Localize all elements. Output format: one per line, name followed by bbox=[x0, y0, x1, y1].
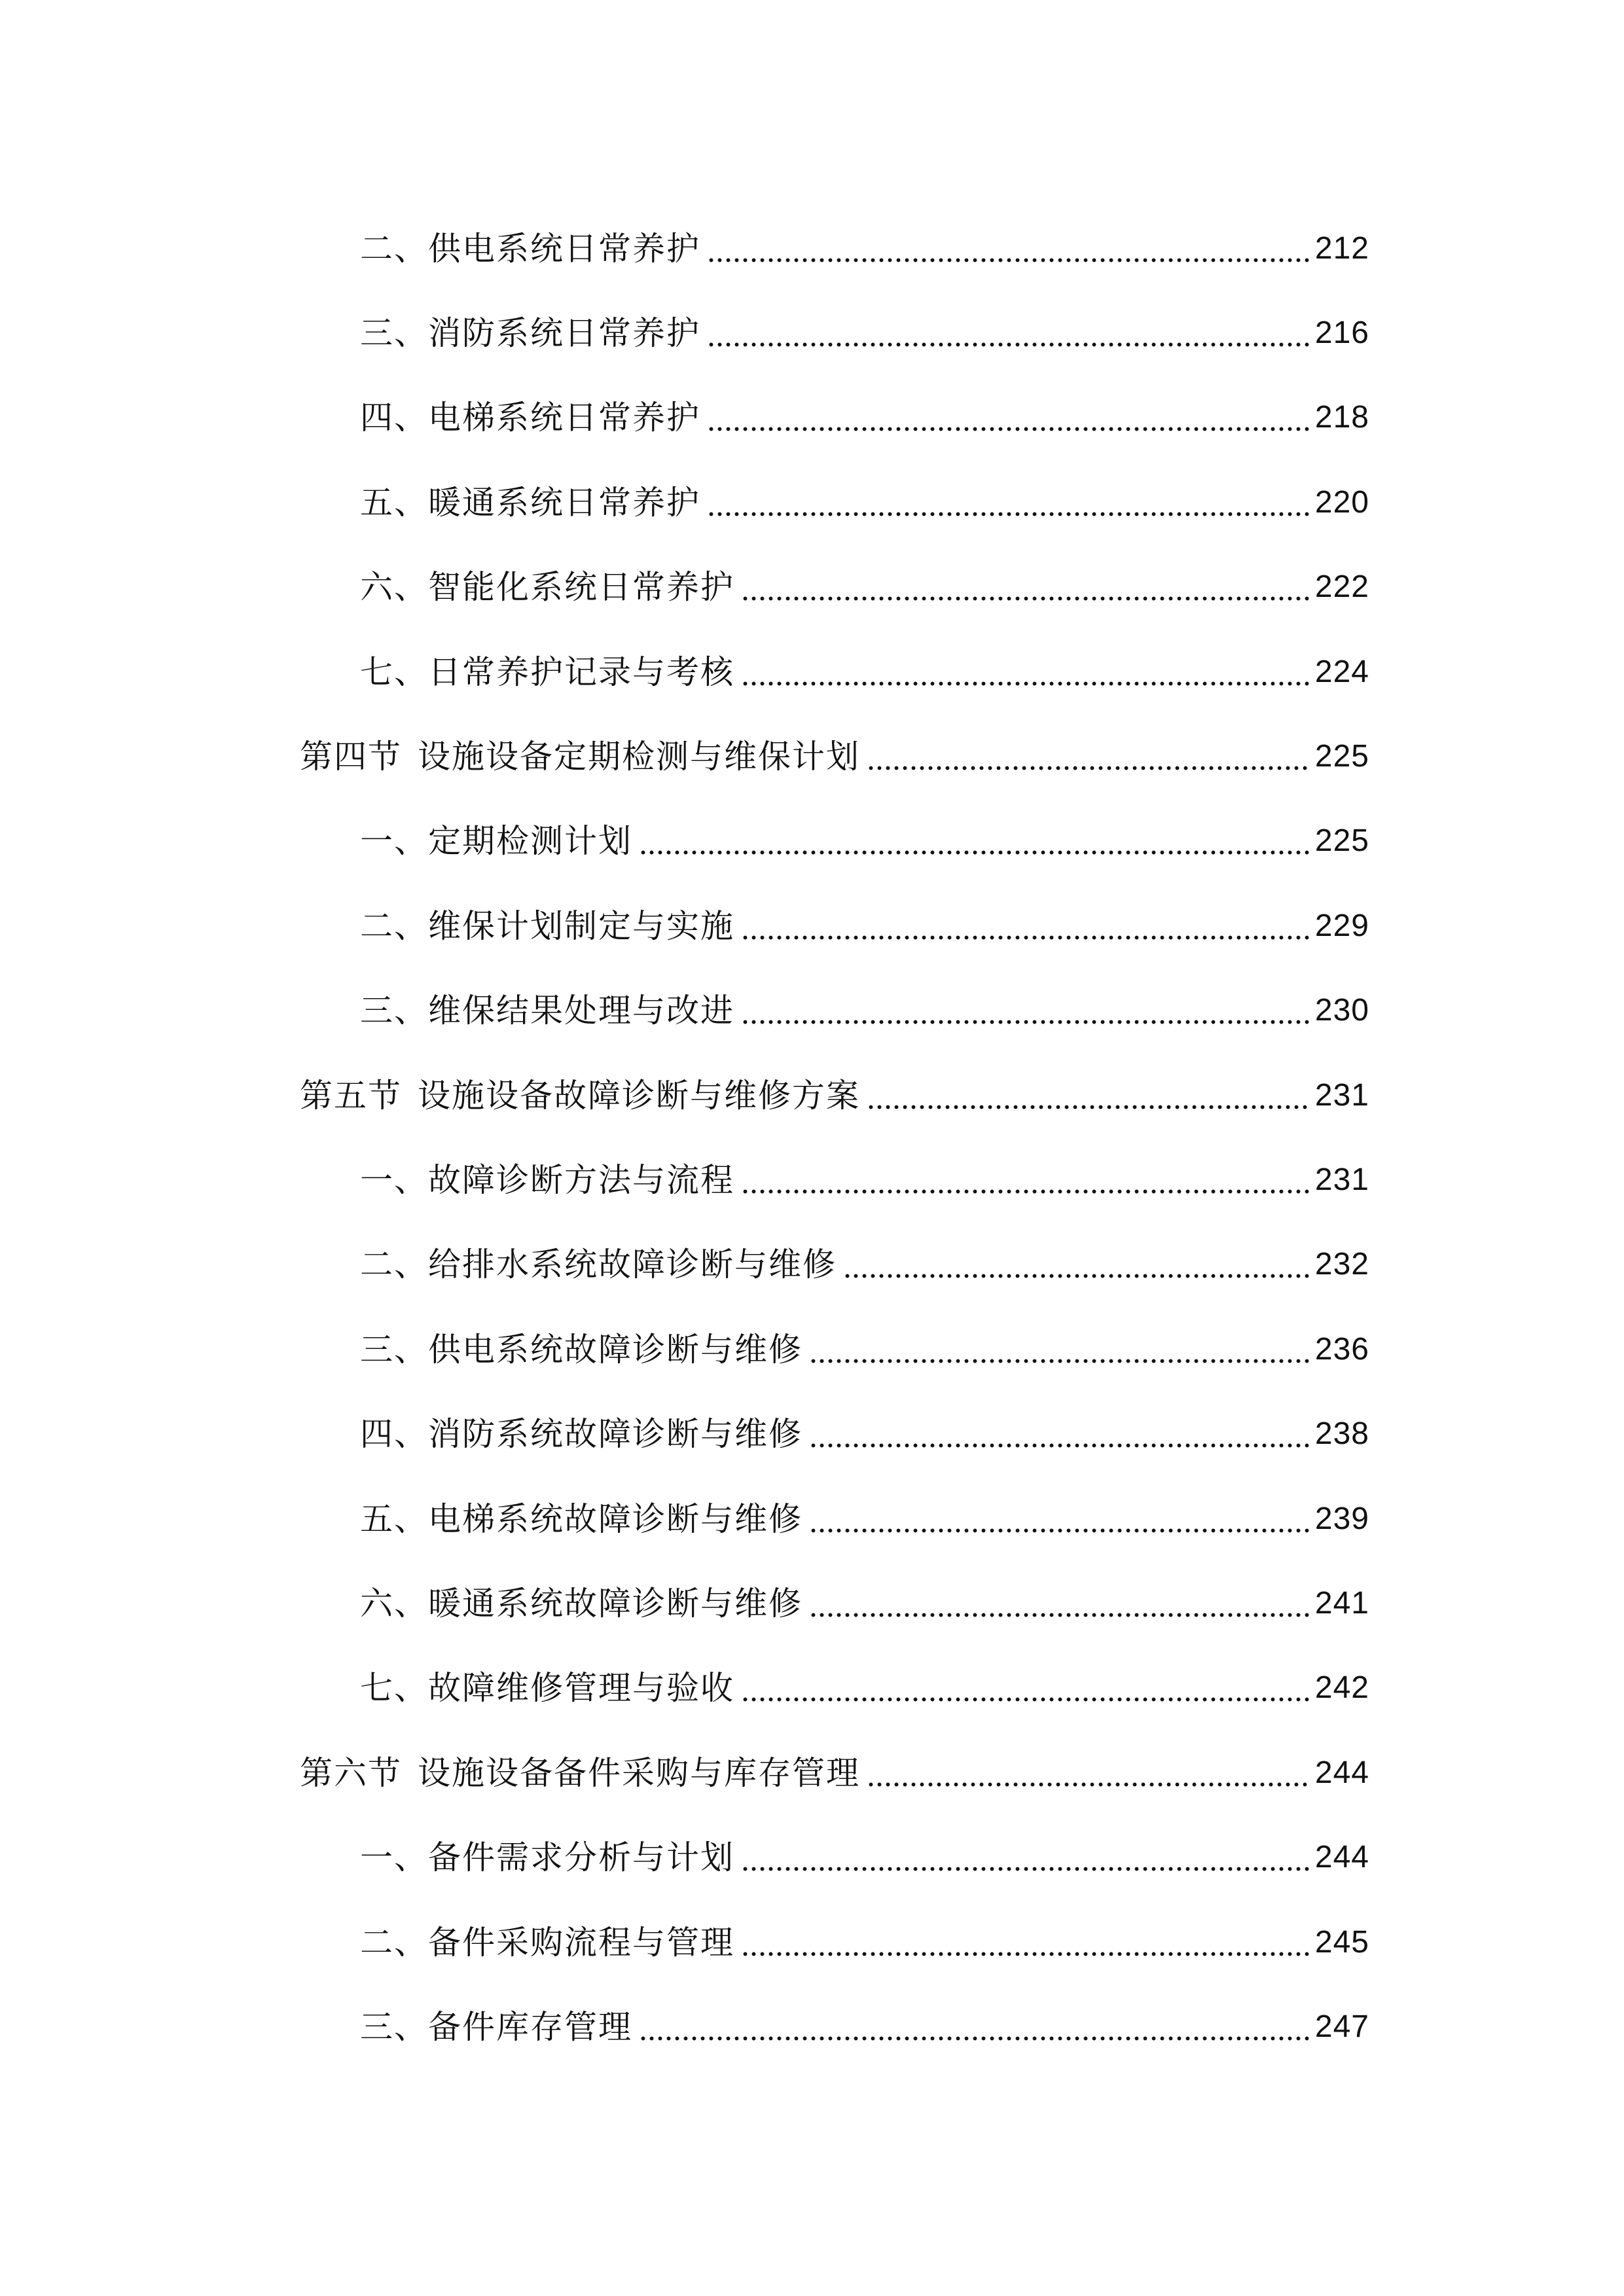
toc-entry-prefix: 六、 bbox=[360, 568, 428, 607]
dot-leader bbox=[741, 1164, 1310, 1196]
toc-entry-text: 暖通系统日常养护 bbox=[428, 483, 700, 522]
toc-entry-prefix: 一、 bbox=[360, 1839, 428, 1877]
toc-entry[interactable] bbox=[300, 1900, 1369, 1984]
dot-leader bbox=[639, 2011, 1310, 2043]
dot-leader bbox=[867, 1757, 1310, 1789]
toc-entry-page: 247 bbox=[1314, 2009, 1369, 2044]
table-of-contents bbox=[300, 206, 1369, 2070]
toc-entry-title bbox=[360, 822, 632, 861]
toc-entry-title bbox=[360, 1160, 734, 1199]
toc-entry-title bbox=[360, 1669, 734, 1708]
toc-entry-prefix: 三、 bbox=[360, 2007, 428, 2046]
toc-entry-prefix: 七、 bbox=[360, 653, 428, 691]
toc-entry-page: 216 bbox=[1314, 315, 1369, 351]
toc-entry[interactable] bbox=[300, 1223, 1369, 1307]
toc-entry[interactable] bbox=[300, 376, 1369, 460]
dot-leader bbox=[741, 1926, 1310, 1959]
toc-entry-prefix: 六、 bbox=[360, 1584, 428, 1623]
toc-entry[interactable] bbox=[300, 1138, 1369, 1222]
toc-entry-text: 设施设备故障诊断与维修方案 bbox=[418, 1076, 860, 1115]
dot-leader bbox=[809, 1333, 1310, 1366]
toc-entry-text: 定期检测计划 bbox=[428, 822, 632, 861]
dot-leader bbox=[707, 317, 1310, 350]
toc-entry-page: 224 bbox=[1314, 654, 1369, 689]
toc-entry-title bbox=[360, 992, 734, 1030]
dot-leader bbox=[741, 910, 1310, 942]
toc-entry-title bbox=[300, 1076, 860, 1115]
toc-entry-page: 239 bbox=[1314, 1501, 1369, 1536]
dot-leader bbox=[707, 232, 1310, 265]
toc-entry-prefix: 三、 bbox=[360, 992, 428, 1030]
toc-entry-title bbox=[360, 1415, 803, 1454]
toc-entry-page: 212 bbox=[1314, 230, 1369, 266]
toc-entry-page: 238 bbox=[1314, 1416, 1369, 1452]
toc-entry[interactable] bbox=[300, 1984, 1369, 2069]
toc-entry-page: 232 bbox=[1314, 1247, 1369, 1282]
toc-entry[interactable] bbox=[300, 630, 1369, 714]
toc-entry-prefix: 一、 bbox=[360, 1160, 428, 1199]
toc-entry-title bbox=[300, 738, 860, 776]
toc-entry-text: 智能化系统日常养护 bbox=[428, 568, 734, 607]
toc-entry-prefix: 一、 bbox=[360, 822, 428, 861]
toc-entry-text: 故障维修管理与验收 bbox=[428, 1669, 734, 1708]
toc-entry-title bbox=[360, 1923, 734, 1962]
toc-entry-title bbox=[360, 906, 734, 945]
toc-entry-title bbox=[360, 1584, 803, 1623]
toc-entry-prefix: 三、 bbox=[360, 314, 428, 353]
toc-entry-title bbox=[300, 1753, 860, 1792]
toc-entry-prefix: 第六节 bbox=[300, 1753, 402, 1792]
toc-entry[interactable] bbox=[300, 799, 1369, 884]
dot-leader bbox=[809, 1418, 1310, 1450]
toc-entry-title bbox=[360, 399, 700, 437]
toc-entry-prefix: 四、 bbox=[360, 399, 428, 437]
toc-entry-text: 设施设备定期检测与维保计划 bbox=[418, 738, 860, 776]
toc-entry-text: 备件库存管理 bbox=[428, 2007, 632, 2046]
toc-entry[interactable] bbox=[300, 1815, 1369, 1899]
toc-entry-title bbox=[360, 1839, 734, 1877]
dot-leader bbox=[707, 401, 1310, 434]
toc-entry-prefix: 第五节 bbox=[300, 1076, 402, 1115]
dot-leader bbox=[843, 1248, 1310, 1281]
toc-entry-title bbox=[360, 2007, 632, 2046]
toc-entry-text: 供电系统日常养护 bbox=[428, 229, 700, 268]
toc-entry-text: 故障诊断方法与流程 bbox=[428, 1160, 734, 1199]
toc-entry[interactable] bbox=[300, 291, 1369, 375]
dot-leader bbox=[741, 571, 1310, 603]
dot-leader bbox=[867, 740, 1310, 773]
toc-entry-page: 231 bbox=[1314, 1077, 1369, 1113]
dot-leader bbox=[741, 994, 1310, 1027]
toc-entry-text: 给排水系统故障诊断与维修 bbox=[428, 1246, 837, 1284]
toc-entry-page: 231 bbox=[1314, 1162, 1369, 1197]
toc-entry[interactable] bbox=[300, 1561, 1369, 1645]
toc-entry-text: 维保结果处理与改进 bbox=[428, 992, 734, 1030]
toc-entry-text: 消防系统故障诊断与维修 bbox=[428, 1415, 803, 1454]
toc-entry-title bbox=[360, 653, 734, 691]
toc-entry-title bbox=[360, 1330, 803, 1369]
toc-entry-title bbox=[360, 314, 700, 353]
toc-entry-page: 245 bbox=[1314, 1924, 1369, 1960]
toc-entry-page: 225 bbox=[1314, 739, 1369, 774]
toc-entry-prefix: 三、 bbox=[360, 1330, 428, 1369]
toc-entry-prefix: 二、 bbox=[360, 1246, 428, 1284]
toc-entry-prefix: 二、 bbox=[360, 906, 428, 945]
toc-entry[interactable] bbox=[300, 206, 1369, 291]
toc-entry-page: 242 bbox=[1314, 1670, 1369, 1706]
toc-entry[interactable] bbox=[300, 969, 1369, 1053]
dot-leader bbox=[707, 486, 1310, 519]
toc-entry-text: 备件采购流程与管理 bbox=[428, 1923, 734, 1962]
toc-entry-text: 电梯系统日常养护 bbox=[428, 399, 700, 437]
toc-entry-title bbox=[360, 229, 700, 268]
dot-leader bbox=[741, 656, 1310, 689]
toc-entry-page: 220 bbox=[1314, 484, 1369, 520]
toc-entry-text: 设施设备备件采购与库存管理 bbox=[418, 1753, 860, 1792]
toc-entry-page: 218 bbox=[1314, 400, 1369, 435]
toc-entry-title bbox=[360, 1246, 837, 1284]
toc-entry-page: 222 bbox=[1314, 569, 1369, 605]
dot-leader bbox=[809, 1503, 1310, 1535]
toc-entry-prefix: 第四节 bbox=[300, 738, 402, 776]
toc-entry-prefix: 五、 bbox=[360, 483, 428, 522]
toc-entry-page: 244 bbox=[1314, 1755, 1369, 1790]
toc-entry-page: 241 bbox=[1314, 1585, 1369, 1621]
toc-entry-text: 电梯系统故障诊断与维修 bbox=[428, 1499, 803, 1538]
toc-entry-prefix: 四、 bbox=[360, 1415, 428, 1454]
toc-entry-prefix: 五、 bbox=[360, 1499, 428, 1538]
toc-entry-text: 维保计划制定与实施 bbox=[428, 906, 734, 945]
toc-entry-prefix: 二、 bbox=[360, 229, 428, 268]
toc-entry-prefix: 二、 bbox=[360, 1923, 428, 1962]
toc-entry[interactable] bbox=[300, 1477, 1369, 1561]
toc-entry-page: 225 bbox=[1314, 823, 1369, 859]
toc-entry-text: 暖通系统故障诊断与维修 bbox=[428, 1584, 803, 1623]
dot-leader bbox=[867, 1079, 1310, 1112]
dot-leader bbox=[809, 1587, 1310, 1620]
dot-leader bbox=[741, 1672, 1310, 1704]
toc-section-entry[interactable] bbox=[300, 1053, 1369, 1138]
toc-entry-title bbox=[360, 1499, 803, 1538]
toc-entry[interactable] bbox=[300, 1307, 1369, 1391]
toc-entry-text: 消防系统日常养护 bbox=[428, 314, 700, 353]
toc-entry-title bbox=[360, 568, 734, 607]
toc-entry-title bbox=[360, 483, 700, 522]
toc-entry-prefix: 七、 bbox=[360, 1669, 428, 1708]
toc-entry-page: 236 bbox=[1314, 1331, 1369, 1367]
toc-entry-page: 244 bbox=[1314, 1840, 1369, 1875]
toc-entry[interactable] bbox=[300, 460, 1369, 545]
toc-entry[interactable] bbox=[300, 1391, 1369, 1476]
dot-leader bbox=[639, 825, 1310, 857]
toc-entry-page: 230 bbox=[1314, 993, 1369, 1028]
toc-section-entry[interactable] bbox=[300, 714, 1369, 798]
toc-entry[interactable] bbox=[300, 1646, 1369, 1731]
toc-entry-text: 日常养护记录与考核 bbox=[428, 653, 734, 691]
toc-entry[interactable] bbox=[300, 884, 1369, 968]
toc-entry[interactable] bbox=[300, 545, 1369, 630]
toc-entry-text: 备件需求分析与计划 bbox=[428, 1839, 734, 1877]
toc-entry-text: 供电系统故障诊断与维修 bbox=[428, 1330, 803, 1369]
toc-section-entry[interactable] bbox=[300, 1731, 1369, 1815]
toc-entry-page: 229 bbox=[1314, 908, 1369, 943]
dot-leader bbox=[741, 1841, 1310, 1874]
